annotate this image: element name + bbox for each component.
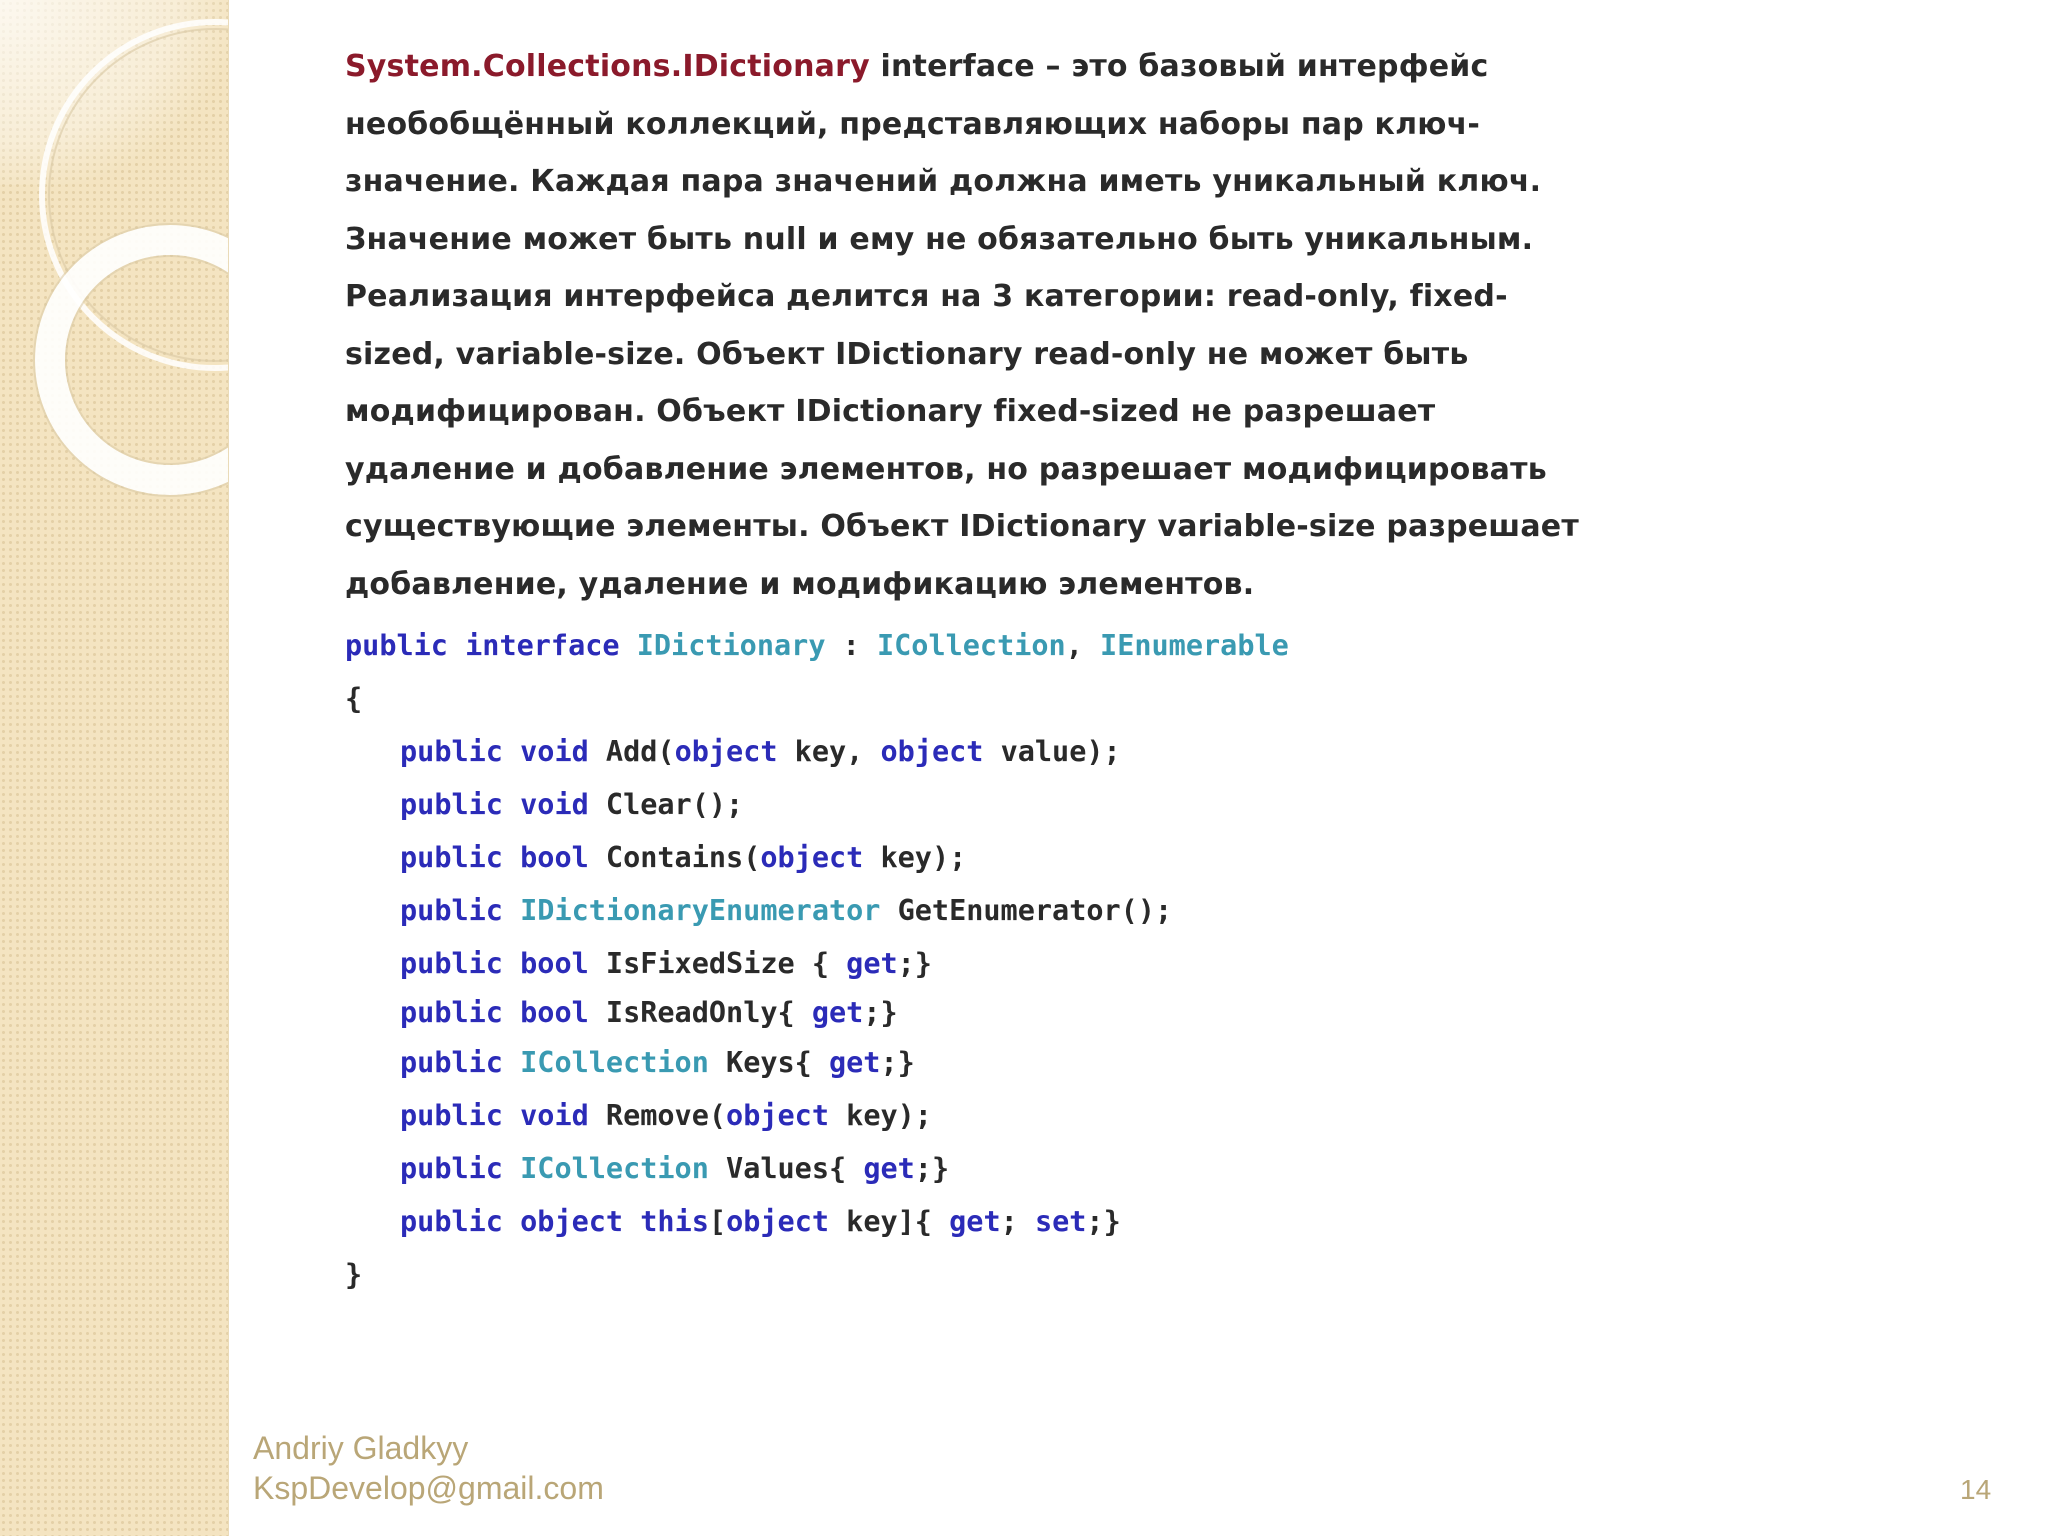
code-type: ICollection [520, 1152, 709, 1185]
author-credit [253, 1428, 604, 1508]
close-brace: } [345, 1258, 363, 1291]
code-keyword: get [949, 1205, 1001, 1238]
slide-content [345, 38, 1665, 1301]
code-keyword: interface [465, 629, 620, 662]
paragraph-line: удаление и добавление элементов, но разрешает модифицировать [345, 451, 1547, 487]
code-member-indexer [345, 1195, 1665, 1248]
code-keyword: public [400, 996, 503, 1029]
code-text: Contains( [588, 841, 761, 874]
code-text: ;} [863, 996, 898, 1029]
code-keyword: this [640, 1205, 709, 1238]
code-text: key); [863, 841, 967, 874]
code-keyword: bool [520, 996, 589, 1029]
code-text: IsFixedSize { [588, 947, 847, 980]
code-text: Add( [588, 735, 675, 768]
code-member-clear [345, 778, 1665, 831]
code-keyword: get [863, 1152, 915, 1185]
code-text: Keys{ [708, 1046, 829, 1079]
code-text: key, [777, 735, 881, 768]
code-type: IEnumerable [1100, 629, 1289, 662]
code-keyword: void [520, 1099, 589, 1132]
code-keyword: public [400, 947, 503, 980]
code-keyword: get [846, 947, 898, 980]
code-text: Remove( [588, 1099, 727, 1132]
decorative-rings-icon [0, 0, 228, 520]
code-member-getenumerator [345, 884, 1665, 937]
code-text: Clear(); [588, 788, 744, 821]
code-text: ;} [897, 947, 932, 980]
code-member-isreadonly [345, 990, 1665, 1036]
code-text: ;} [914, 1152, 950, 1185]
code-member-add [345, 725, 1665, 778]
interface-declaration [345, 619, 1665, 672]
code-text: value); [983, 735, 1121, 768]
code-type: IDictionary [636, 629, 826, 662]
code-keyword: public [400, 894, 503, 927]
code-text: ;} [880, 1046, 915, 1079]
code-keyword: public [400, 1152, 503, 1185]
paragraph-line: модифицирован. Объект IDictionary fixed-sized не разрешает [345, 394, 1436, 429]
author-email: KspDevelop@gmail.com [253, 1470, 604, 1506]
open-brace: { [345, 682, 363, 715]
paragraph-line: значение. Каждая пара значений должна иметь уникальный ключ. [345, 164, 1542, 199]
paragraph-line: sized, variable-size. Объект IDictionary read-only не может быть [345, 336, 1469, 372]
code-keyword: object [726, 1205, 830, 1238]
code-text: key); [829, 1099, 932, 1132]
code-keyword: set [1034, 1205, 1087, 1238]
code-text: , [1065, 629, 1101, 662]
code-block [345, 619, 1665, 1301]
decorative-side-band [0, 0, 229, 1536]
author-name: Andriy Gladkyy [253, 1430, 469, 1466]
interface-title: System.Collections.IDictionary [345, 49, 870, 84]
code-member-remove [345, 1089, 1665, 1142]
code-keyword: public [400, 841, 503, 874]
code-keyword: public [400, 735, 503, 768]
code-keyword: bool [520, 947, 589, 980]
code-keyword: public [400, 1046, 503, 1079]
code-text: IsReadOnly{ [588, 996, 812, 1029]
code-keyword: void [520, 788, 589, 821]
code-keyword: void [520, 735, 589, 768]
code-text: ; [1000, 1205, 1035, 1238]
code-text: : [825, 629, 877, 662]
paragraph-line: interface – это базовый интерфейс [869, 49, 1489, 84]
code-keyword: public [400, 788, 503, 821]
paragraph-line: Значение может быть null и ему не обязательно быть уникальным. [345, 221, 1534, 257]
code-keyword: public [400, 1099, 503, 1132]
code-keyword: object [520, 1205, 624, 1238]
paragraph-line: необобщённый коллекций, представляющих наборы пар ключ- [345, 106, 1481, 142]
paragraph-line: добавление, удаление и модификацию элементов. [345, 566, 1255, 602]
code-type: IDictionaryEnumerator [520, 894, 881, 927]
page-number: 14 [1960, 1474, 1992, 1505]
code-type: ICollection [876, 629, 1066, 662]
code-keyword: object [880, 735, 984, 768]
code-text: ;} [1086, 1205, 1121, 1238]
code-keyword: get [811, 996, 864, 1029]
code-text: Values{ [708, 1152, 864, 1185]
code-keyword: object [726, 1099, 829, 1132]
code-keyword: object [674, 735, 778, 768]
code-member-isfixedsize [345, 937, 1665, 990]
code-text: [ [708, 1205, 727, 1238]
code-text: GetEnumerator(); [880, 894, 1173, 927]
code-type: ICollection [520, 1046, 709, 1079]
code-text: key]{ [829, 1205, 950, 1238]
code-keyword: get [828, 1046, 881, 1079]
code-member-keys [345, 1036, 1665, 1089]
code-keyword: public [345, 629, 448, 662]
paragraph-line: Реализация интерфейса делится на 3 категории: read-only, fixed- [345, 279, 1508, 314]
code-keyword: public [400, 1205, 503, 1238]
code-keyword: bool [520, 841, 589, 874]
code-member-contains [345, 831, 1665, 884]
code-member-values [345, 1142, 1665, 1195]
description-paragraph [345, 38, 1665, 613]
paragraph-line: существующие элементы. Объект IDictionary variable-size разрешает [345, 509, 1579, 544]
code-keyword: object [760, 841, 864, 874]
